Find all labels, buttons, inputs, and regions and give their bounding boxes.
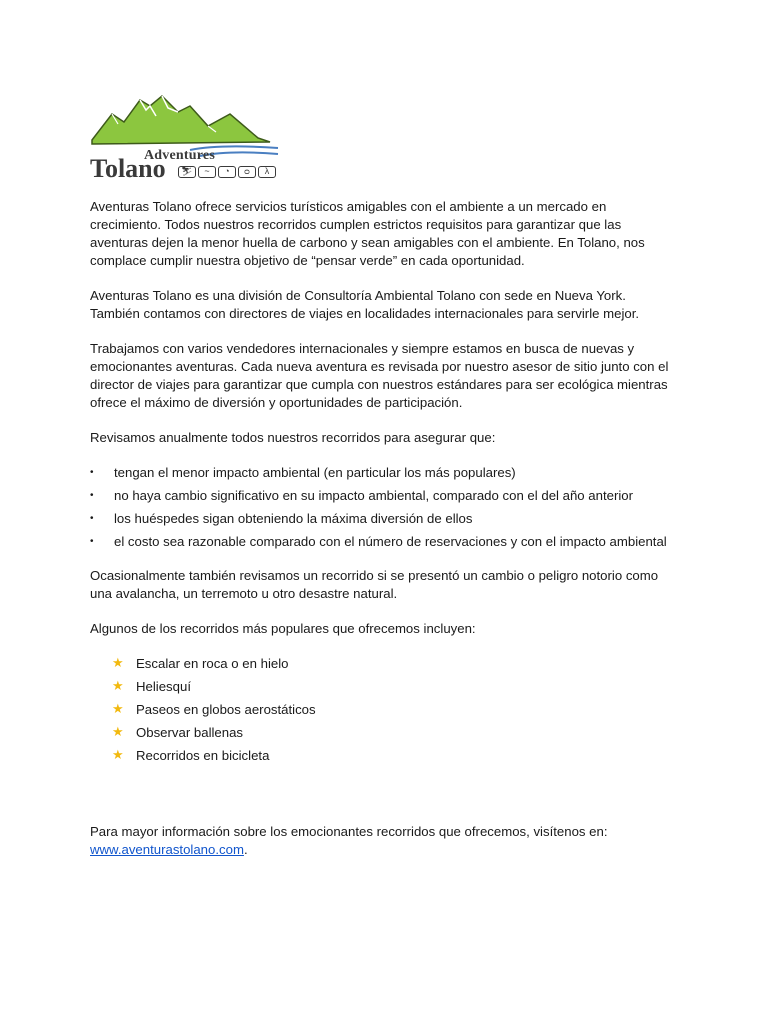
activity-icons (178, 166, 276, 178)
list-item: • el costo sea razonable comparado con el número de reservaciones y con el impacto ambiental (90, 534, 667, 549)
more-info-text: Para mayor información sobre los emocionantes recorridos que ofrecemos, visítenos en: (90, 824, 608, 839)
link-suffix: . (243, 842, 248, 857)
star-icon: ★ (112, 747, 124, 762)
tolano-logo (90, 92, 280, 188)
logo-adventures-text: Adventures (144, 148, 215, 163)
star-icon: ★ (112, 701, 124, 716)
popular-tours-intro: Algunos de los recorridos más populares que ofrecemos incluyen: (90, 621, 476, 636)
bullet-icon: • (90, 513, 94, 524)
list-item: ★ Escalar en roca o en hielo (112, 655, 289, 671)
intro-paragraph: Aventuras Tolano ofrece servicios turísticos amigables con el ambiente a un mercado en crecimiento. Todos nuestros recorridos cumplen estrictos requisitos para garantizar que las aventuras dejen la menor huella de carbono y sean amigables con el ambiente. En Tolano, nos complace cumplir nuestra objetivo de “pensar verde” en cada oportunidad. (90, 199, 645, 268)
logo-tolano-text: Tolano (90, 154, 166, 183)
occasional-review-paragraph: Ocasionalmente también revisamos un recorrido si se presentó un cambio o peligro notorio como una avalancha, un terremoto u otro desastre natural. (90, 568, 659, 601)
bullet-icon: • (90, 467, 94, 478)
vendors-paragraph: Trabajamos con varios vendedores internacionales y siempre estamos en busca de nuevas y emocionantes aventuras. Cada nueva aventura es revisada por nuestro asesor de sitio junto con el director de viajes para garantizar que cumpla con nuestros estándares para ser ecológica mientras ofrece el máximo de diversión y oportunidades de participación. (90, 341, 669, 410)
bike-icon: ᴑ (238, 166, 256, 178)
list-item: ★ Recorridos en bicicleta (112, 747, 270, 763)
list-item: • los huéspedes sigan obteniendo la máxima diversión de ellos (90, 511, 473, 526)
website-link[interactable]: www.aventurastolano.com (90, 842, 244, 857)
review-criteria-list (90, 464, 670, 551)
list-item: • no haya cambio significativo en su impacto ambiental, comparado con el del año anterior (90, 488, 634, 503)
ski-icon: ⛷ (178, 166, 196, 178)
list-item: ★ Heliesquí (112, 678, 191, 694)
bullet-icon: • (90, 536, 94, 547)
review-intro-paragraph: Revisamos anualmente todos nuestros recorridos para asegurar que: (90, 430, 496, 445)
document-body (90, 198, 670, 859)
kayak-icon: ~ (198, 166, 216, 178)
popular-tours-list (90, 655, 670, 765)
division-paragraph: Aventuras Tolano es una división de Consultoría Ambiental Tolano con sede en Nueva York. También contamos con directores de viajes en localidades internacionales para servirle mejor. (90, 288, 640, 321)
star-icon: ★ (112, 724, 124, 739)
star-icon: ★ (112, 655, 124, 670)
hiker-icon: λ (258, 166, 276, 178)
list-item: ★ Observar ballenas (112, 724, 244, 740)
bullet-icon: • (90, 490, 94, 501)
star-icon: ★ (112, 678, 124, 693)
more-info-paragraph (90, 823, 670, 859)
list-item: • tengan el menor impacto ambiental (en particular los más populares) (90, 465, 516, 480)
list-item: ★ Paseos en globos aerostáticos (112, 701, 316, 717)
diver-icon: ◔ (218, 166, 236, 178)
